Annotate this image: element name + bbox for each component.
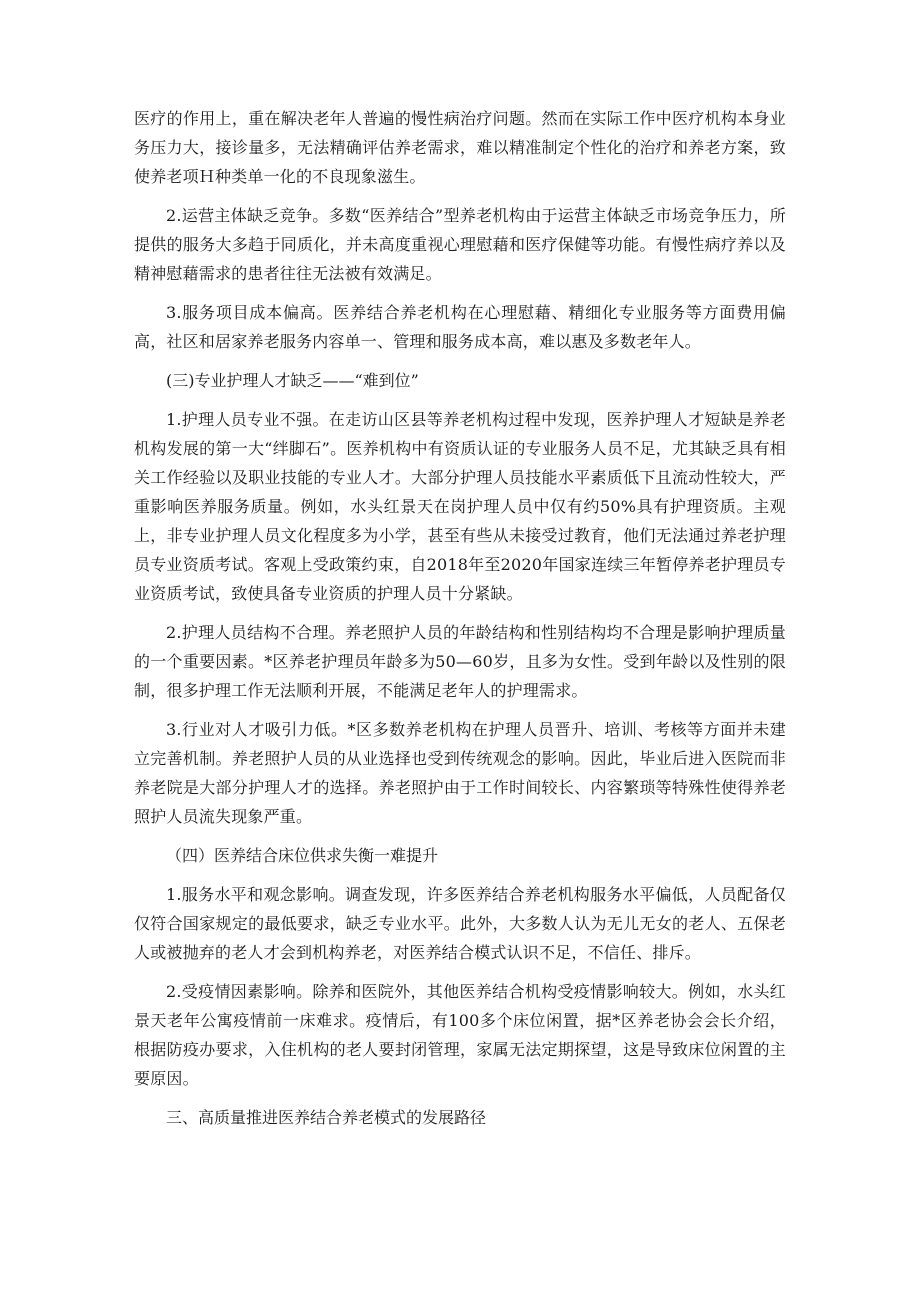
paragraph-service-cost: 3.服务项目成本偏高。医养结合养老机构在心理慰藉、精细化专业服务等方面费用偏高，社区和居家养老服务内容单一、管理和服务成本高，难以惠及多数老年人。 (134, 303, 786, 351)
section-heading-4: （四）医养结合床位供求失衡一难提升 (166, 846, 439, 865)
paragraph-epidemic-impact: 2.受疫情因素影响。除养和医院外，其他医养结合机构受疫情影响较大。例如，水头红景天老年公寓疫情前一床难求。疫情后，有100多个床位闲置，据*区养老协会会长介绍，根据防疫办要求，入住机构的老人要封闭管理，家属无法定期探望，这是导致床位闲置的主要原因。 (134, 982, 786, 1088)
paragraph-talent-attraction: 3.行业对人才吸引力低。*区多数养老机构在护理人员晋升、培训、考核等方面并未建立完善机制。养老照护人员的从业选择也受到传统观念的影响。因此，毕业后进入医院而非养老院是大部分护理人才的选择。养老照护由于工作时间较长、内容繁琐等特殊性使得养老照护人员流失现象严重。 (134, 720, 786, 826)
paragraph-staff-expertise: 1.护理人员专业不强。在走访山区县等养老机构过程中发现，医养护理人才短缺是养老机构发展的第一大“绊脚石”。医养机构中有资质认证的专业服务人员不足，尤其缺乏具有相关工作经验以及职业技能的专业人才。大部分护理人员技能水平素质低下且流动性较大，严重影响医养服务质量。例如，水头红景天在岗护理人员中仅有约50%具有护理资质。主观上，非专业护理人员文化程度多为小学，甚至有些从未接受过教育，他们无法通过养老护理员专业资质考试。客观上受政策约束，自2018年至2020年国家连续三年暂停养老护理员专业资质考试，致使具备专业资质的护理人员十分紧缺。 (134, 410, 786, 603)
paragraph-service-level: 1.服务水平和观念影响。调查发现，许多医养结合养老机构服务水平偏低，人员配备仅仅符合国家规定的最低要求，缺乏专业水平。此外，大多数人认为无儿无女的老人、五保老人或被抛弃的老人才会到机构养老，对医养结合模式认识不足，不信任、排斥。 (134, 885, 786, 962)
document-page (134, 104, 786, 1132)
section-heading-3: (三)专业护理人才缺乏——“难到位” (166, 371, 419, 390)
paragraph-operating-competition: 2.运营主体缺乏竞争。多数“医养结合”型养老机构由于运营主体缺乏市场竞争压力，所提供的服务大多趋于同质化，并未高度重视心理慰藉和医疗保健等功能。有慢性病疗养以及精神慰藉需求的患者往往无法被有效满足。 (134, 206, 786, 283)
paragraph-continued: 医疗的作用上，重在解决老年人普遍的慢性病治疗问题。然而在实际工作中医疗机构本身业务压力大，接诊量多，无法精确评估养老需求，难以精准制定个性化的治疗和养老方案，致使养老项Ｈ种类单一化的不良现象滋生。 (134, 109, 786, 186)
chapter-heading-3: 三、高质量推进医养结合养老模式的发展路径 (166, 1108, 487, 1127)
paragraph-staff-structure: 2.护理人员结构不合理。养老照护人员的年龄结构和性别结构均不合理是影响护理质量的一个重要因素。*区养老护理员年龄多为50—60岁，且多为女性。受到年龄以及性别的限制，很多护理工作无法顺利开展，不能满足老年人的护理需求。 (134, 623, 786, 700)
